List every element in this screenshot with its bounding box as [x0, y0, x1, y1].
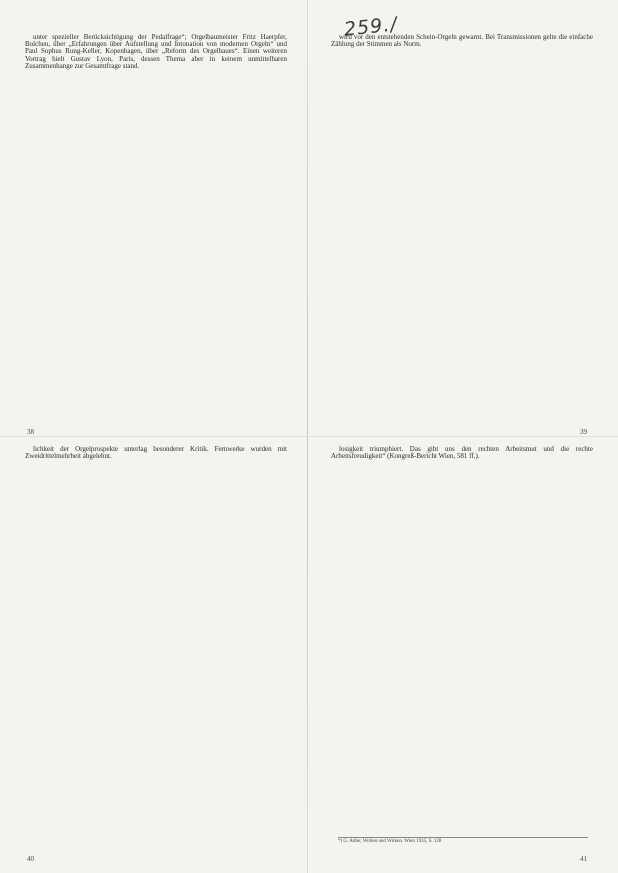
page-text-column	[25, 34, 287, 433]
page-text: unter spezieller Berücksichtigung der Pedalfrage“; Orgelbaumeister Fritz Haerpfer, Bolchen, über „Erfahrungen über Aufstellung und Intonation von modernen Orgeln“ und Paul Sophus Rung-Keller, Kopenhagen, über „Reform des Orgelbaues“. Einen weiteren Vortrag hielt Gustav Lyon, Paris, dessen Thema aber in keinem unmittelbaren Zusammenhange zur Gesamtfrage stand.	[25, 33, 289, 70]
handwritten-folio-mark: 259./	[342, 13, 399, 41]
page-text-column	[331, 34, 593, 433]
page-number: 39	[580, 428, 587, 436]
page-text: losigkeit triumphiert. Das gibt uns den rechten Arbeitsmut und die rechte Arbeitsfreudigkeit“ (Kongreß-Bericht Wien, 581 ff.).	[331, 445, 595, 461]
page-number: 40	[27, 855, 34, 863]
page-text: wird vor den entstehenden Schein-Orgeln gewarnt. Bei Transmissionen gelte die einfache Zählung der Stimmen als Norm.	[331, 33, 595, 49]
page-number: 41	[580, 855, 587, 863]
page-text-column	[331, 446, 593, 832]
footnote: *) G. Adler, Wollen und Wirken. Wien 1935, S. 128	[338, 837, 588, 844]
page-fold	[0, 436, 618, 437]
page-text-column	[25, 446, 287, 845]
page-text: lichkeit der Orgelprospekte unterlag besonderer Kritik. Fernwerke wurden mit Zweidrittelmehrheit abgelehnt.	[25, 445, 289, 461]
page-number: 38	[27, 428, 34, 436]
